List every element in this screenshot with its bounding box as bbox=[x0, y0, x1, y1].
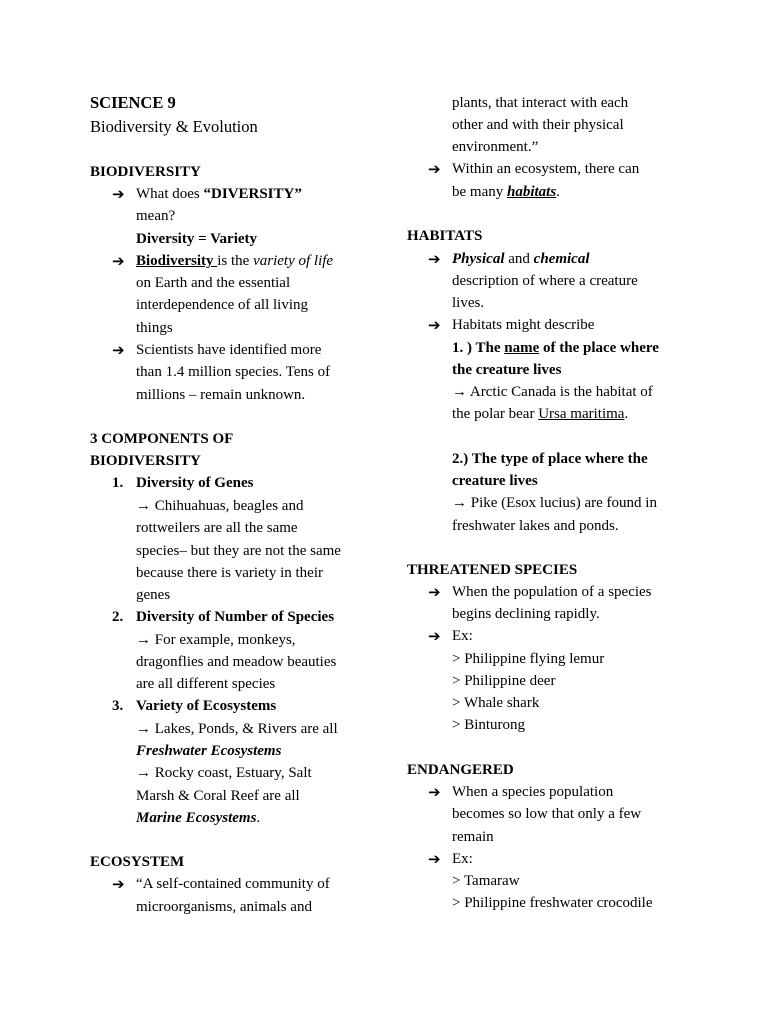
bullet-text-italic: variety of life bbox=[253, 253, 334, 269]
bullet-text: mean? bbox=[136, 208, 176, 224]
bullet-text: lives. bbox=[452, 295, 485, 311]
bullet-text: When the population of a species bbox=[452, 584, 652, 600]
component-title: Diversity of Genes bbox=[136, 475, 254, 491]
bullet-text: things bbox=[136, 320, 173, 336]
bullet-text: remain bbox=[452, 829, 494, 845]
list-number: 2. bbox=[112, 609, 124, 625]
component-text: → For example, monkeys, bbox=[136, 632, 296, 648]
bullet-text: “A self-contained community of bbox=[136, 876, 330, 892]
component-text-emphasis: Marine Ecosystems bbox=[136, 810, 257, 826]
example-item: > Philippine flying lemur bbox=[452, 651, 605, 667]
ecosystem-heading: ECOSYSTEM bbox=[90, 854, 185, 870]
biodiversity-heading: BIODIVERSITY bbox=[90, 164, 201, 180]
example-item: > Philippine deer bbox=[452, 673, 556, 689]
bullet-text-part: of the place where bbox=[539, 340, 659, 356]
component-text: → Chihuahuas, beagles and bbox=[136, 498, 304, 514]
component-text: rottweilers are all the same bbox=[136, 520, 298, 536]
example-item: > Philippine freshwater crocodile bbox=[452, 895, 653, 911]
punctuation: . bbox=[624, 406, 629, 422]
habitat-point bbox=[452, 337, 659, 359]
component-text: Marsh & Coral Reef are all bbox=[136, 788, 300, 804]
bullet-text: Scientists have identified more bbox=[136, 342, 322, 358]
bullet-text: than 1.4 million species. Tens of bbox=[136, 364, 331, 380]
arrow-bullet-icon: ➔ bbox=[428, 160, 441, 178]
bullet-text: begins declining rapidly. bbox=[452, 606, 600, 622]
bullet-text: millions – remain unknown. bbox=[136, 387, 306, 403]
habitat-point: the creature lives bbox=[452, 362, 562, 378]
bullet-text: environment.” bbox=[452, 139, 539, 155]
bullet-text-bold: “DIVERSITY” bbox=[203, 186, 302, 202]
arrow-bullet-icon: ➔ bbox=[112, 252, 125, 270]
bullet-text-part: What does bbox=[136, 186, 204, 202]
component-text: → Rocky coast, Estuary, Salt bbox=[136, 765, 312, 781]
term-name: name bbox=[504, 340, 540, 356]
bullet-text: Ex: bbox=[452, 628, 473, 644]
endangered-heading: ENDANGERED bbox=[407, 762, 514, 778]
component-text-emphasis: Freshwater Ecosystems bbox=[136, 743, 282, 759]
bullet-text-part: and bbox=[504, 251, 534, 267]
component-text: → Lakes, Ponds, & Rivers are all bbox=[136, 721, 338, 737]
component-text: are all different species bbox=[136, 676, 276, 692]
bullet-text: description of where a creature bbox=[452, 273, 638, 289]
habitat-example: → Arctic Canada is the habitat of bbox=[452, 384, 653, 400]
bullet-text: Habitats might describe bbox=[452, 317, 595, 333]
habitats-heading: HABITATS bbox=[407, 228, 483, 244]
bullet-text: microorganisms, animals and bbox=[136, 899, 312, 915]
component-text: species– but they are not the same bbox=[136, 543, 341, 559]
doc-subtitle: Biodiversity & Evolution bbox=[90, 117, 258, 136]
bullet-text-part: the polar bear bbox=[452, 406, 539, 422]
habitat-example bbox=[452, 403, 628, 425]
list-number: 1. bbox=[112, 475, 124, 491]
arrow-bullet-icon: ➔ bbox=[112, 875, 125, 893]
punctuation: . bbox=[256, 810, 261, 826]
bullet-text: When a species population bbox=[452, 784, 614, 800]
term-physical: Physical bbox=[452, 251, 505, 267]
bullet-text: on Earth and the essential bbox=[136, 275, 291, 291]
component-text bbox=[136, 807, 260, 829]
list-number: 3. bbox=[112, 698, 124, 714]
example-item: > Tamaraw bbox=[452, 873, 520, 889]
bullet-text-part: 1. ) The bbox=[452, 340, 505, 356]
arrow-bullet-icon: ➔ bbox=[428, 850, 441, 868]
arrow-bullet-icon: ➔ bbox=[428, 583, 441, 601]
component-text: dragonflies and meadow beauties bbox=[136, 654, 337, 670]
bullet-text: Ex: bbox=[452, 851, 473, 867]
bullet-text: becomes so low that only a few bbox=[452, 806, 642, 822]
components-heading: BIODIVERSITY bbox=[90, 453, 201, 469]
components-heading: 3 COMPONENTS OF bbox=[90, 431, 234, 447]
component-text: genes bbox=[136, 587, 171, 603]
bullet-text bbox=[136, 250, 333, 272]
term-biodiversity: Biodiversity bbox=[136, 253, 218, 269]
definition-line: Diversity = Variety bbox=[136, 231, 258, 247]
arrow-bullet-icon: ➔ bbox=[428, 627, 441, 645]
example-item: > Binturong bbox=[452, 717, 526, 733]
arrow-bullet-icon: ➔ bbox=[428, 250, 441, 268]
arrow-bullet-icon: ➔ bbox=[112, 185, 125, 203]
term-habitats: habitats bbox=[506, 184, 557, 200]
bullet-text: Within an ecosystem, there can bbox=[452, 161, 640, 177]
punctuation: . bbox=[556, 184, 560, 200]
threatened-heading: THREATENED SPECIES bbox=[407, 562, 578, 578]
habitat-example: freshwater lakes and ponds. bbox=[452, 518, 619, 534]
arrow-bullet-icon: ➔ bbox=[112, 341, 125, 359]
arrow-bullet-icon: ➔ bbox=[428, 316, 441, 334]
habitat-example: → Pike (Esox lucius) are found in bbox=[452, 495, 657, 511]
scientific-name: Ursa maritima bbox=[538, 406, 625, 422]
bullet-text bbox=[136, 183, 302, 205]
doc-title: SCIENCE 9 bbox=[90, 93, 176, 112]
bullet-text-part: be many bbox=[452, 184, 507, 200]
component-title: Diversity of Number of Species bbox=[136, 609, 335, 625]
bullet-text: other and with their physical bbox=[452, 117, 624, 133]
arrow-bullet-icon: ➔ bbox=[428, 783, 441, 801]
habitat-point: creature lives bbox=[452, 473, 538, 489]
component-title: Variety of Ecosystems bbox=[136, 698, 277, 714]
bullet-text: interdependence of all living bbox=[136, 297, 309, 313]
component-text: because there is variety in their bbox=[136, 565, 324, 581]
bullet-text bbox=[452, 181, 560, 203]
bullet-text: plants, that interact with each bbox=[452, 95, 629, 111]
term-chemical: chemical bbox=[533, 251, 590, 267]
example-item: > Whale shark bbox=[452, 695, 540, 711]
bullet-text bbox=[452, 248, 590, 270]
habitat-point: 2.) The type of place where the bbox=[452, 451, 648, 467]
bullet-text-part: is the bbox=[217, 253, 254, 269]
